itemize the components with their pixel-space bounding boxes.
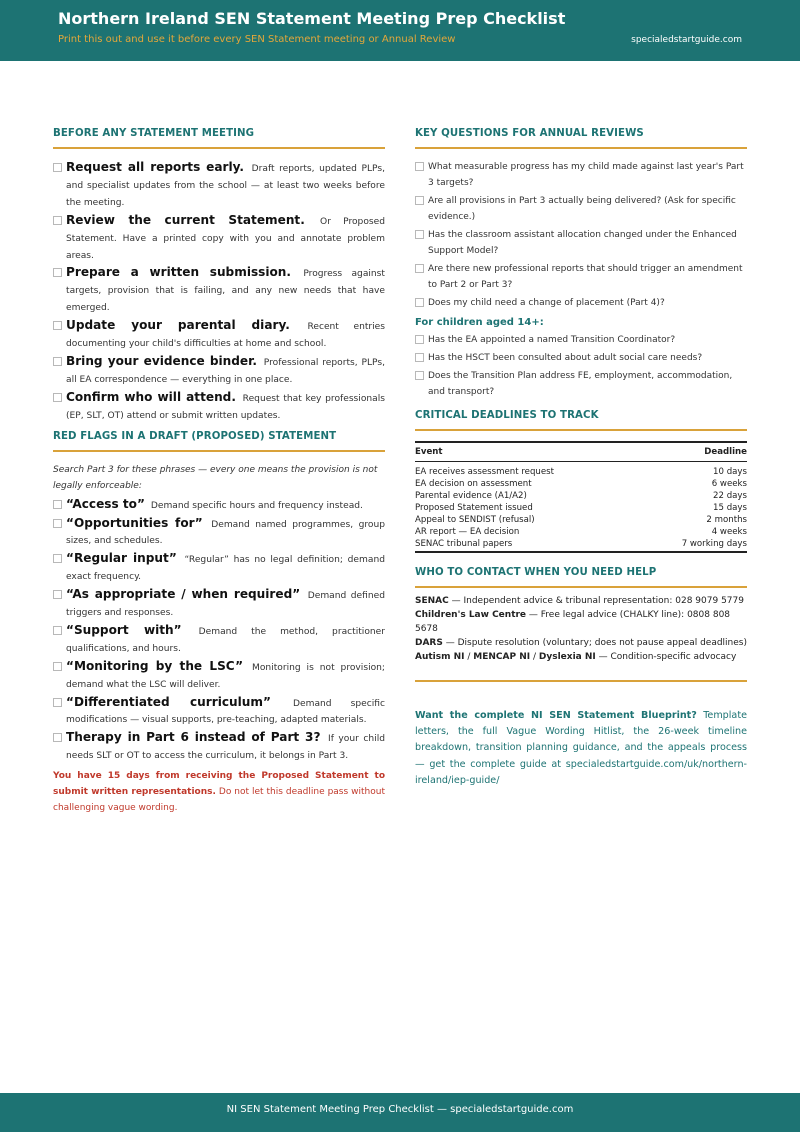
checkbox[interactable] xyxy=(53,554,62,563)
item-lead: “Monitoring by the LSC” xyxy=(66,658,244,673)
contact-line xyxy=(415,650,747,664)
checkbox[interactable] xyxy=(53,519,62,528)
red-flag-item xyxy=(53,729,385,765)
item-lead: “Opportunities for” xyxy=(66,515,203,530)
question-item xyxy=(415,227,747,259)
checkbox[interactable] xyxy=(53,216,62,225)
table-row xyxy=(415,478,747,490)
question-text: Are all provisions in Part 3 actually being delivered? (Ask for specific evidence.) xyxy=(428,196,736,222)
page-subtitle: Print this out and use it before every SEN Statement meeting or Annual Review xyxy=(58,34,456,45)
checkbox[interactable] xyxy=(415,353,424,362)
contact-line xyxy=(415,636,747,650)
checkbox[interactable] xyxy=(415,162,424,171)
item-lead: “Differentiated curriculum” xyxy=(66,694,271,709)
deadline-cell: 10 days xyxy=(713,467,747,477)
checkbox[interactable] xyxy=(415,196,424,205)
page-header xyxy=(0,0,800,61)
contact-name: MENCAP NI xyxy=(473,652,531,662)
cta-bold: Want the complete NI SEN Statement Blueprint? xyxy=(415,710,697,721)
item-text: Monitoring is not provision; demand what the LSC will deliver. xyxy=(66,662,385,690)
item-lead: Request all reports early. xyxy=(66,160,245,174)
item-lead: “Access to” xyxy=(66,496,145,511)
red-flags-note: Search Part 3 for these phrases — every one means the provision is not legally enforceable: xyxy=(53,464,378,491)
checkbox[interactable] xyxy=(415,335,424,344)
checkbox[interactable] xyxy=(415,230,424,239)
checklist-item xyxy=(53,317,385,353)
page-footer: NI SEN Statement Meeting Prep Checklist — specialedstartguide.com xyxy=(0,1093,800,1132)
checkbox[interactable] xyxy=(415,298,424,307)
event-cell: Appeal to SENDIST (refusal) xyxy=(415,515,535,525)
red-flag-item xyxy=(53,694,385,730)
item-lead: Bring your evidence binder. xyxy=(66,353,257,368)
red-flag-item xyxy=(53,550,385,586)
item-text: If your child needs SLT or OT to access the curriculum, it belongs in Part 3. xyxy=(66,734,385,762)
checklist-item xyxy=(53,264,385,317)
contact-detail: — Dispute resolution (voluntary; does not pause appeal deadlines) xyxy=(442,638,748,648)
section-heading-red-flags: RED FLAGS IN A DRAFT (PROPOSED) STATEMENT xyxy=(53,431,385,452)
table-row xyxy=(415,514,747,526)
deadline-cell: 15 days xyxy=(713,503,747,513)
question-text: Has the EA appointed a named Transition Coordinator? xyxy=(428,335,676,345)
call-to-action xyxy=(415,708,747,789)
contact-name: Dyslexia NI xyxy=(538,652,596,662)
item-text: Progress against targets, provision that is failing, and any new needs that have emerged. xyxy=(66,269,385,314)
contact-separator: / xyxy=(530,652,539,662)
contact-separator: / xyxy=(464,652,474,662)
question-item xyxy=(415,332,747,348)
event-cell: Proposed Statement issued xyxy=(415,503,533,513)
contact-name: Autism NI xyxy=(415,652,465,662)
table-row xyxy=(415,462,747,479)
event-cell: EA decision on assessment xyxy=(415,479,532,489)
checkbox[interactable] xyxy=(53,662,62,671)
table-row xyxy=(415,490,747,502)
red-flag-item xyxy=(53,496,385,515)
table-row xyxy=(415,538,747,552)
deadline-cell: 22 days xyxy=(713,491,747,501)
checkbox[interactable] xyxy=(53,590,62,599)
item-text: Demand defined triggers and responses. xyxy=(66,591,385,619)
question-text: Has the classroom assistant allocation changed under the Enhanced Support Model? xyxy=(428,230,737,256)
checkbox[interactable] xyxy=(53,698,62,707)
item-text: Demand the method, practitioner qualifications, and hours. xyxy=(66,626,385,654)
item-text: Recent entries documenting your child's difficulties at home and school. xyxy=(66,322,385,350)
page-title: Northern Ireland SEN Statement Meeting Prep Checklist xyxy=(58,9,566,28)
contact-detail: — Independent advice & tribunal representation: 028 9079 5779 xyxy=(448,596,744,606)
event-cell: EA receives assessment request xyxy=(415,467,554,477)
item-lead: Therapy in Part 6 instead of Part 3? xyxy=(66,730,321,745)
checkbox[interactable] xyxy=(53,357,62,366)
table-header-row xyxy=(415,442,747,462)
contact-detail: — Free legal advice (CHALKY line): 0808 808 5678 xyxy=(415,610,731,634)
question-item xyxy=(415,159,747,191)
question-text: Does my child need a change of placement (Part 4)? xyxy=(428,298,665,308)
red-flag-item xyxy=(53,586,385,622)
warning-text: Do not let this deadline pass without challenging vague wording. xyxy=(53,787,385,814)
item-text: Professional reports, PLPs, all EA correspondence — everything in one place. xyxy=(66,357,385,385)
item-text: Demand named programmes, group sizes, and schedules. xyxy=(66,519,385,547)
table-row xyxy=(415,526,747,538)
checkbox[interactable] xyxy=(53,393,62,402)
column-header-deadline: Deadline xyxy=(641,442,747,462)
item-text: Or Proposed Statement. Have a printed copy with you and annotate problem areas. xyxy=(66,216,385,261)
question-text: Has the HSCT been consulted about adult social care needs? xyxy=(428,353,703,363)
column-header-event: Event xyxy=(415,442,641,462)
checkbox[interactable] xyxy=(415,264,424,273)
right-column xyxy=(415,128,747,789)
item-lead: Confirm who will attend. xyxy=(66,389,236,404)
event-cell: AR report — EA decision xyxy=(415,527,520,537)
deadline-cell: 2 months xyxy=(706,515,747,525)
section-heading-annual-reviews: KEY QUESTIONS FOR ANNUAL REVIEWS xyxy=(415,128,747,149)
deadline-cell: 6 weeks xyxy=(711,479,747,489)
question-item xyxy=(415,368,747,400)
question-item xyxy=(415,193,747,225)
section-heading-before-meeting: BEFORE ANY STATEMENT MEETING xyxy=(53,128,385,149)
deadlines-table xyxy=(415,441,747,553)
item-lead: “Support with” xyxy=(66,622,182,637)
section-heading-deadlines: CRITICAL DEADLINES TO TRACK xyxy=(415,410,747,431)
checklist-item xyxy=(53,159,385,212)
event-cell: SENAC tribunal papers xyxy=(415,538,641,552)
section-heading-contacts: WHO TO CONTACT WHEN YOU NEED HELP xyxy=(415,567,747,588)
deadline-warning xyxy=(53,768,385,816)
item-lead: Update your parental diary. xyxy=(66,318,290,333)
deadline-cell: 7 working days xyxy=(641,538,747,552)
item-text: “Regular” has no legal definition; demand exact frequency. xyxy=(66,555,385,583)
question-item xyxy=(415,261,747,293)
item-text: Demand specific hours and frequency instead. xyxy=(150,500,363,511)
red-flag-item xyxy=(53,622,385,658)
red-flag-item xyxy=(53,515,385,551)
checkbox[interactable] xyxy=(53,733,62,742)
table-row xyxy=(415,502,747,514)
event-cell: Parental evidence (A1/A2) xyxy=(415,491,527,501)
item-lead: “Regular input” xyxy=(66,551,177,566)
contact-name: DARS xyxy=(415,638,443,648)
warning-bold: You have 15 days from receiving the Proposed Statement to submit written representations. xyxy=(53,771,385,798)
checkbox[interactable] xyxy=(53,268,62,277)
checkbox[interactable] xyxy=(53,321,62,330)
item-text: Draft reports, updated PLPs, and specialist updates from the school — at least two weeks before the meeting. xyxy=(66,164,385,208)
checkbox[interactable] xyxy=(53,163,62,172)
question-text: What measurable progress has my child made against last year's Part 3 targets? xyxy=(428,162,744,188)
question-text: Does the Transition Plan address FE, employment, accommodation, and transport? xyxy=(428,371,733,397)
site-name: specialedstartguide.com xyxy=(631,35,742,45)
checklist-item xyxy=(53,389,385,425)
question-text: Are there new professional reports that should trigger an amendment to Part 2 or Part 3? xyxy=(428,264,743,290)
question-item xyxy=(415,295,747,311)
contacts-list xyxy=(415,594,747,682)
contact-line xyxy=(415,594,747,608)
red-flag-item xyxy=(53,658,385,694)
sub-heading-14-plus: For children aged 14+: xyxy=(415,317,544,328)
contact-name: Children's Law Centre xyxy=(415,610,527,620)
cta-text: Template letters, the full Vague Wording Hitlist, the 26-week timeline breakdown, transition planning guidance, and the appeals process — get the complete guide at specialedstartguide.com/uk/northern-ireland/iep-guide/ xyxy=(415,710,747,786)
checkbox[interactable] xyxy=(53,500,62,509)
item-lead: Prepare a written submission. xyxy=(66,265,292,280)
item-text: Request that key professionals (EP, SLT, OT) attend or submit written updates. xyxy=(66,393,385,421)
checklist-item xyxy=(53,353,385,389)
contact-line xyxy=(415,608,747,636)
question-item xyxy=(415,350,747,366)
contact-detail: — Condition-specific advocacy xyxy=(595,652,737,662)
checklist-item xyxy=(53,212,385,265)
item-lead: “As appropriate / when required” xyxy=(66,587,301,602)
deadline-cell: 4 weeks xyxy=(711,527,747,537)
item-lead: Review the current Statement. xyxy=(66,212,305,227)
checkbox[interactable] xyxy=(53,626,62,635)
checkbox[interactable] xyxy=(415,371,424,380)
contact-name: SENAC xyxy=(415,596,449,606)
left-column xyxy=(53,128,385,816)
item-text: Demand specific modifications — visual supports, pre-teaching, adapted materials. xyxy=(66,698,385,726)
